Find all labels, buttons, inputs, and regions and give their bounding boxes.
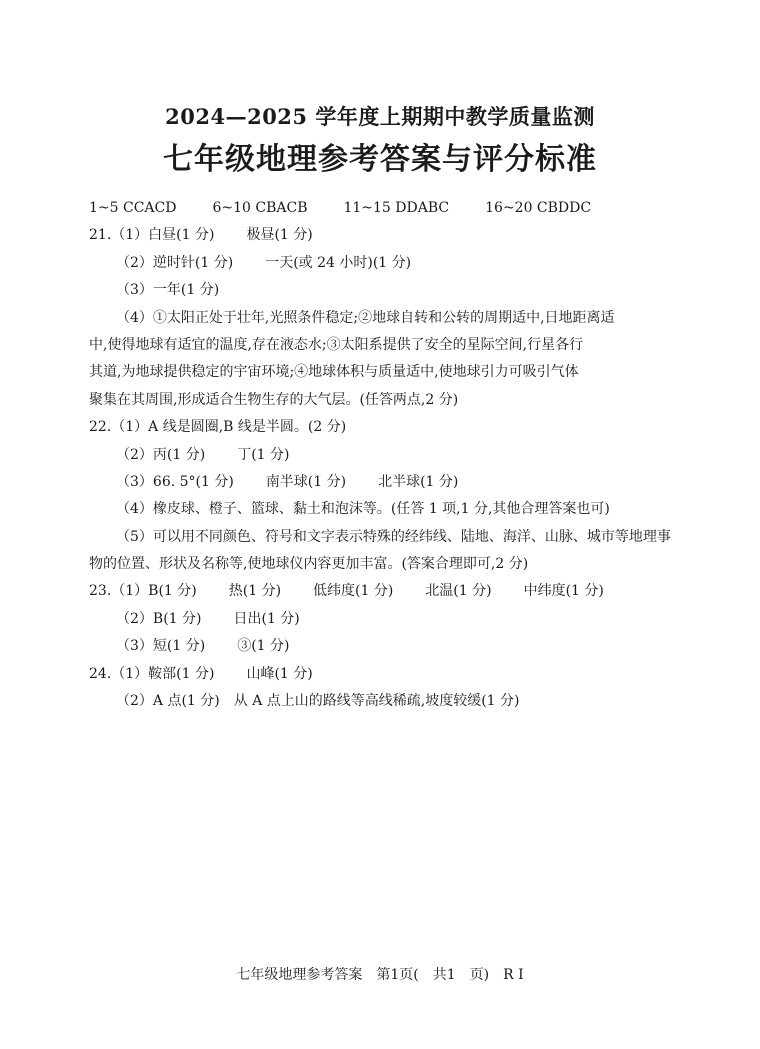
q23-part1: 23.（1）B(1 分) 热(1 分) 低纬度(1 分) 北温(1 分) 中纬度(1 分) xyxy=(89,583,604,600)
q21-part4: （4）①太阳正处于壮年,光照条件稳定;②地球自转和公转的周期适中,日地距离适 中,使得地球有适宜的温度,存在液态水;③太阳系提供了安全的星际空间,行星各行 其道,为地球提供稳定的宇宙环境;④地球体积与质量适中,使地球引力可吸引气体 聚集在其周围,形成适合生物生存的大气层。(任答两点,2 分) xyxy=(89,309,615,408)
exam-title: 2024—2025 学年度上期期中教学质量监测 xyxy=(165,104,595,129)
q21-part1: 21.（1）白昼(1 分) 极昼(1 分) xyxy=(89,227,313,244)
q23-part3: （3）短(1 分) ③(1 分) xyxy=(116,638,290,655)
page-footer: 七年级地理参考答案 第1页( 共1 页) R I xyxy=(236,967,524,983)
mc-group-4: 16~20 CBDDC xyxy=(485,200,592,216)
mc-group-1: 1~5 CCACD xyxy=(89,200,177,216)
mc-group-2: 6~10 CBACB xyxy=(212,200,308,216)
mc-group-3: 11~15 DDABC xyxy=(343,200,450,216)
answer-body xyxy=(89,195,674,715)
q22-part2: （2）丙(1 分) 丁(1 分) xyxy=(116,446,290,463)
q23-part2: （2）B(1 分) 日出(1 分) xyxy=(116,610,300,627)
multiple-choice-answers xyxy=(89,195,674,222)
q24-part1: 24.（1）鞍部(1 分) 山峰(1 分) xyxy=(89,665,313,682)
q22-part3: （3）66. 5°(1 分) 南半球(1 分) 北半球(1 分) xyxy=(116,473,459,490)
q22-part4: （4）橡皮球、橙子、篮球、黏土和泡沫等。(任答 1 项,1 分,其他合理答案也可) xyxy=(116,501,610,518)
answer-key-title: 七年级地理参考答案与评分标准 xyxy=(163,142,597,177)
q22-part1: 22.（1）A 线是圆圈,B 线是半圆。(2 分) xyxy=(89,419,347,436)
q24-part2: （2）A 点(1 分) 从 A 点上山的路线等高线稀疏,坡度较缓(1 分) xyxy=(116,693,520,710)
q21-part3: （3）一年(1 分) xyxy=(116,282,220,299)
q21-part2: （2）逆时针(1 分) 一天(或 24 小时)(1 分) xyxy=(116,254,412,271)
q22-part5: （5）可以用不同颜色、符号和文字表示特殊的经纬线、陆地、海洋、山脉、城市等地理事 物的位置、形状及名称等,使地球仪内容更加丰富。(答案合理即可,2 分) xyxy=(89,528,671,573)
